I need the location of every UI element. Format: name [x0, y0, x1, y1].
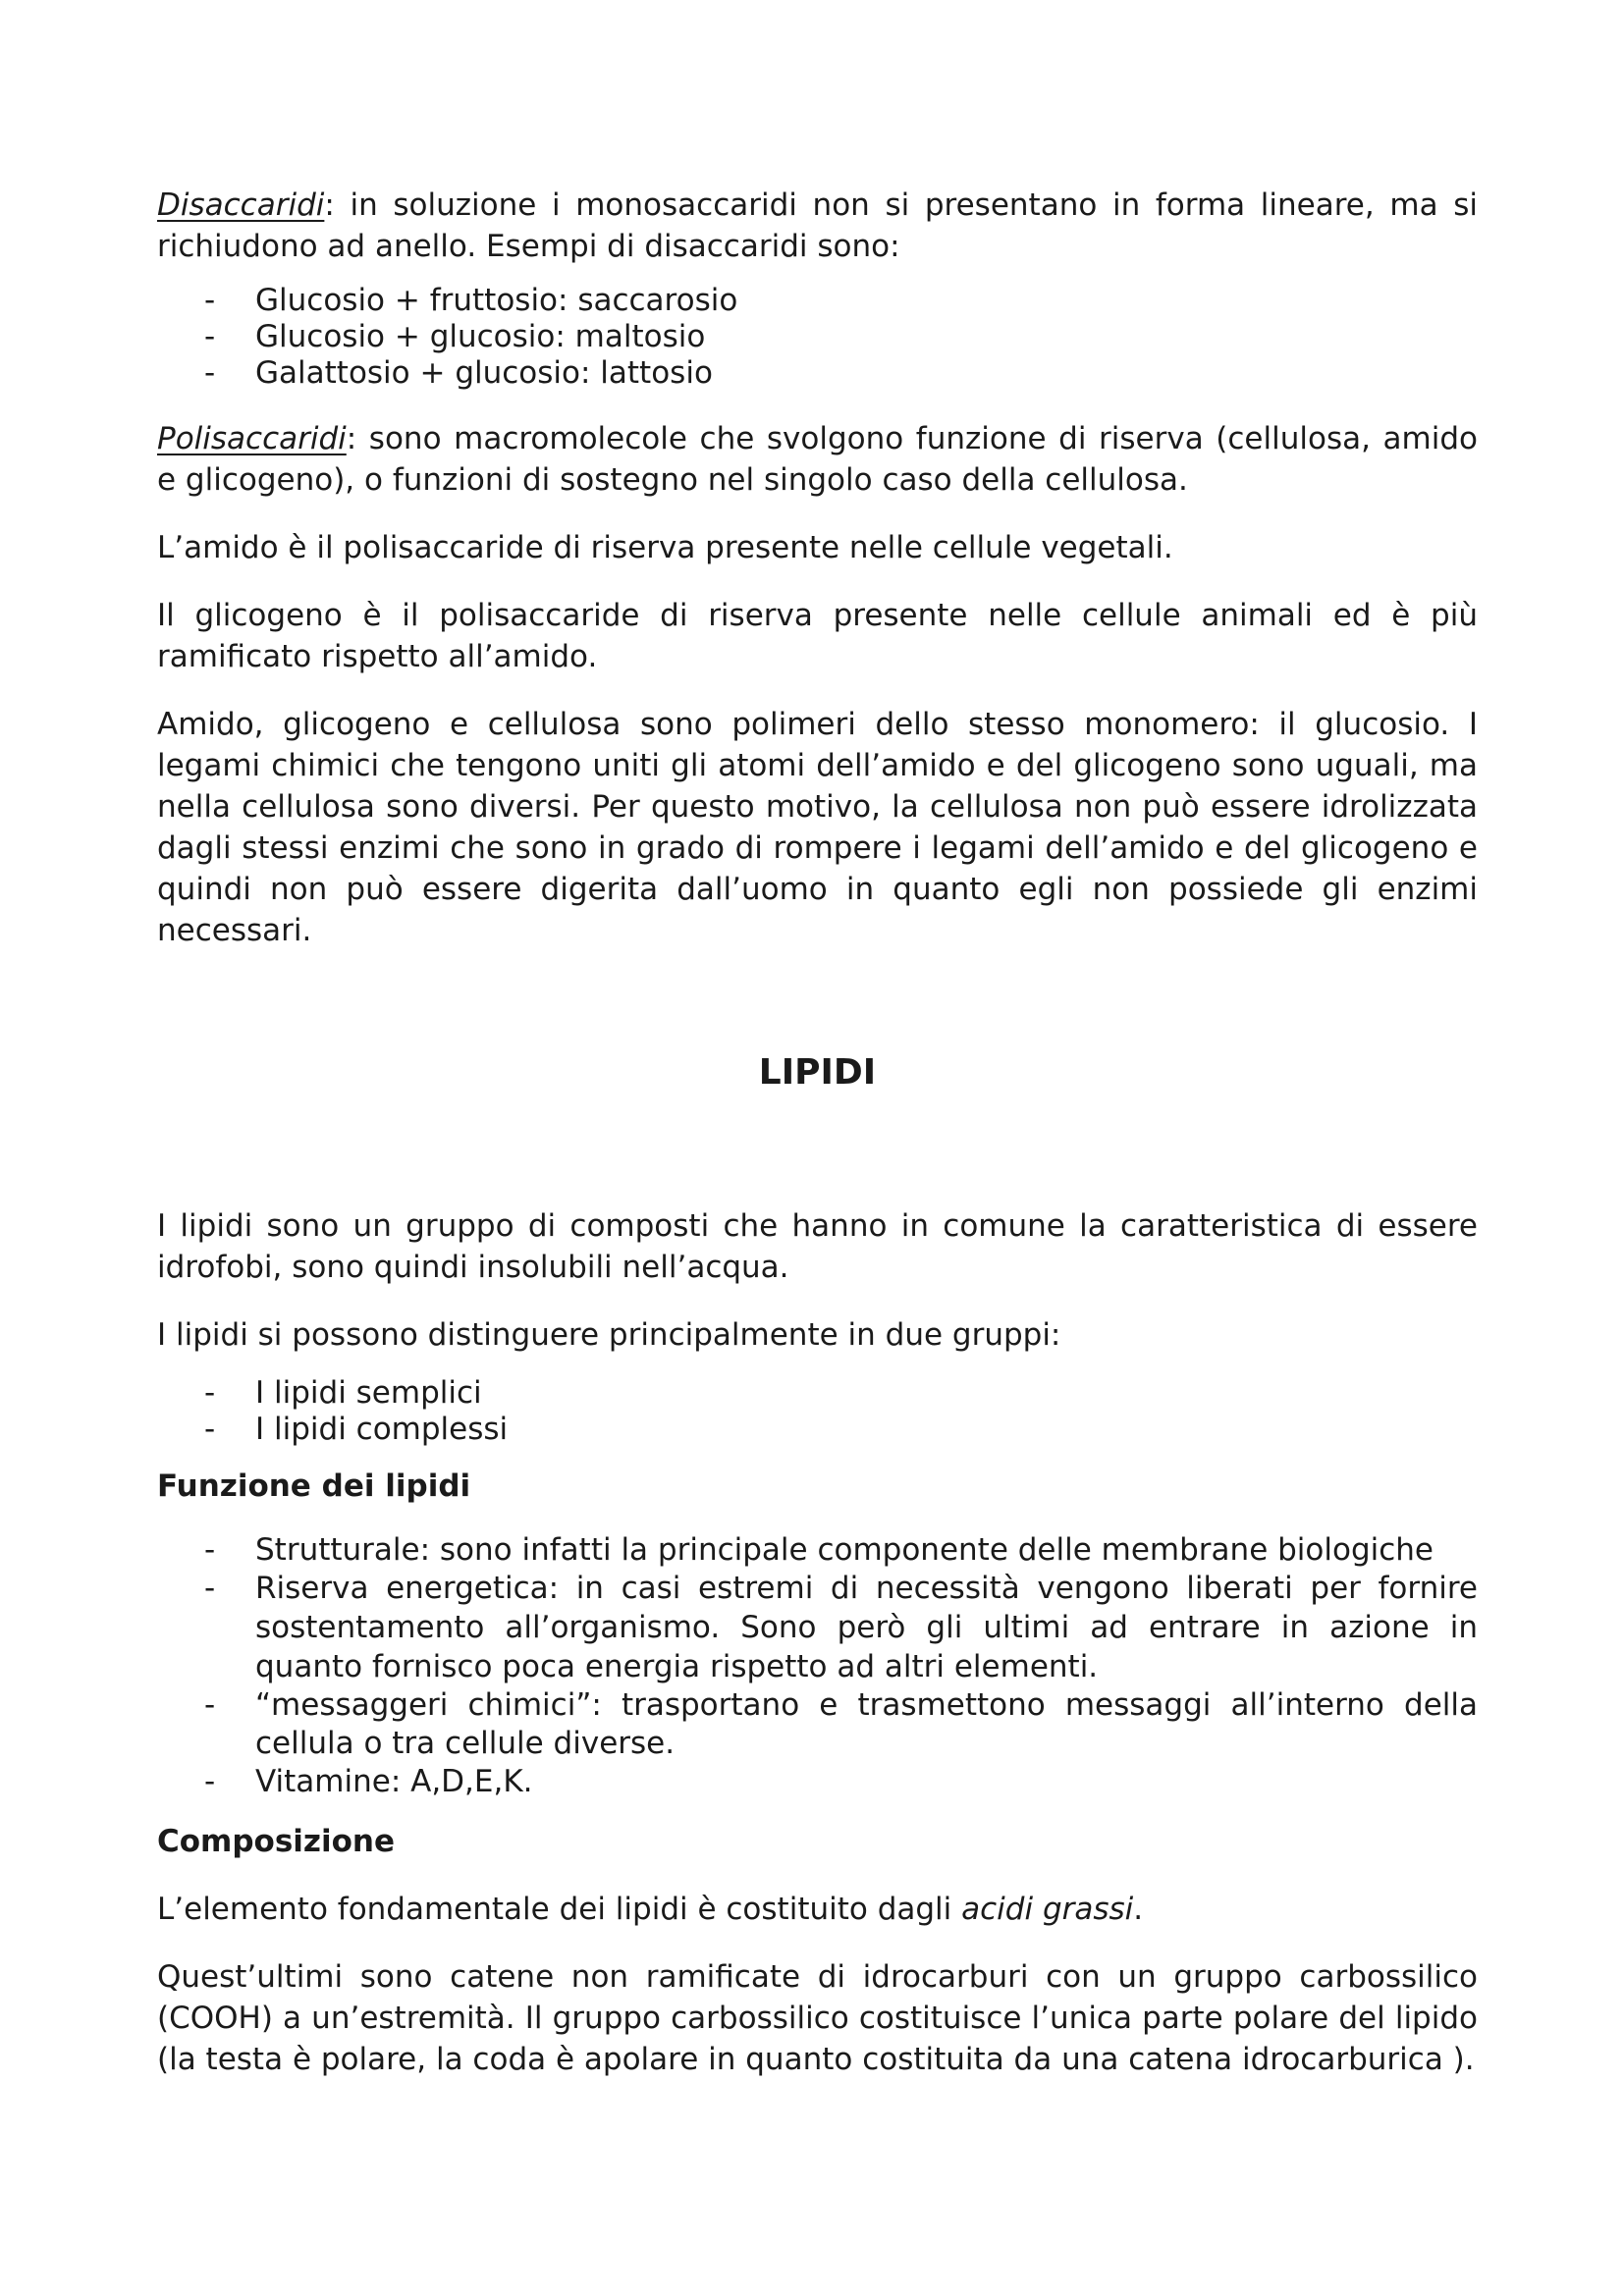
disaccaridi-paragraph [157, 185, 1478, 267]
list-item: - Glucosio + fruttosio: saccarosio [157, 283, 1478, 319]
composizione-text: L’elemento fondamentale dei lipidi è costituito dagli [157, 1892, 962, 1927]
lipidi-groups-intro: I lipidi si possono distinguere principalmente in due gruppi: [157, 1317, 1061, 1353]
lipidi-intro: I lipidi sono un gruppo di composti che hanno in comune la caratteristica di essere idrofobi, sono quindi insolubili nell’acqua. [157, 1208, 1478, 1285]
list-item: - I lipidi semplici [157, 1375, 1478, 1412]
list-item: - “messaggeri chimici”: trasportano e trasmettono messaggi all’interno della cellula o tra cellule diverse. [157, 1686, 1478, 1763]
list-item: - Glucosio + glucosio: maltosio [157, 319, 1478, 355]
polisaccaridi-paragraph [157, 418, 1478, 501]
polimeri-paragraph: Amido, glicogeno e cellulosa sono polimeri dello stesso monomero: il glucosio. I legami chimici che tengono uniti gli atomi dell’amido e del glicogeno sono uguali, ma nella cellulosa sono diversi. Per questo motivo, la cellulosa non può essere idrolizzata dagli stessi enzimi che sono in grado di rompere i legami dell’amido e del glicogeno e quindi non può essere digerita dall’uomo in quanto egli non possiede gli enzimi necessari. [157, 707, 1478, 948]
chapter-title: LIPIDI [758, 1052, 877, 1093]
document-page [157, 185, 1478, 2080]
composizione-paragraph [157, 1889, 1478, 1930]
disaccaridi-list [157, 283, 1478, 392]
disaccaridi-term: Disaccaridi [157, 187, 325, 223]
polisaccaridi-term: Polisaccaridi [157, 421, 347, 456]
funzioni-list [157, 1532, 1478, 1801]
glicogeno-paragraph: Il glicogeno è il polisaccaride di riserva presente nelle cellule animali ed è più ramificato rispetto all’amido. [157, 598, 1478, 674]
composizione-heading: Composizione [157, 1824, 395, 1859]
disaccaridi-text: : in soluzione i monosaccaridi non si presentano in forma lineare, ma si richiudono ad anello. Esempi di disaccaridi sono: [157, 187, 1478, 264]
acidi-grassi-term: acidi grassi [961, 1892, 1134, 1927]
composizione-end: . [1133, 1892, 1144, 1927]
polisaccaridi-text: : sono macromolecole che svolgono funzione di riserva (cellulosa, amido e glicogeno), o funzioni di sostegno nel singolo caso della cellulosa. [157, 421, 1478, 498]
lipidi-groups-list [157, 1375, 1478, 1448]
list-item: - I lipidi complessi [157, 1412, 1478, 1448]
list-item: - Galattosio + glucosio: lattosio [157, 355, 1478, 392]
list-item: - Strutturale: sono infatti la principale componente delle membrane biologiche [157, 1532, 1478, 1569]
funzione-heading: Funzione dei lipidi [157, 1468, 471, 1504]
amido-paragraph: L’amido è il polisaccaride di riserva presente nelle cellule vegetali. [157, 530, 1173, 565]
acidi-grassi-paragraph: Quest’ultimi sono catene non ramificate di idrocarburi con un gruppo carbossilico (COOH) a un’estremità. Il gruppo carbossilico costituisce l’unica parte polare del lipido (la testa è polare, la coda è apolare in quanto costituita da una catena idrocarburica ). [157, 1959, 1478, 2077]
list-item: - Riserva energetica: in casi estremi di necessità vengono liberati per fornire sostentamento all’organismo. Sono però gli ultimi ad entrare in azione in quanto fornisco poca energia rispetto ad altri elementi. [157, 1569, 1478, 1686]
list-item: - Vitamine: A,D,E,K. [157, 1763, 1478, 1801]
